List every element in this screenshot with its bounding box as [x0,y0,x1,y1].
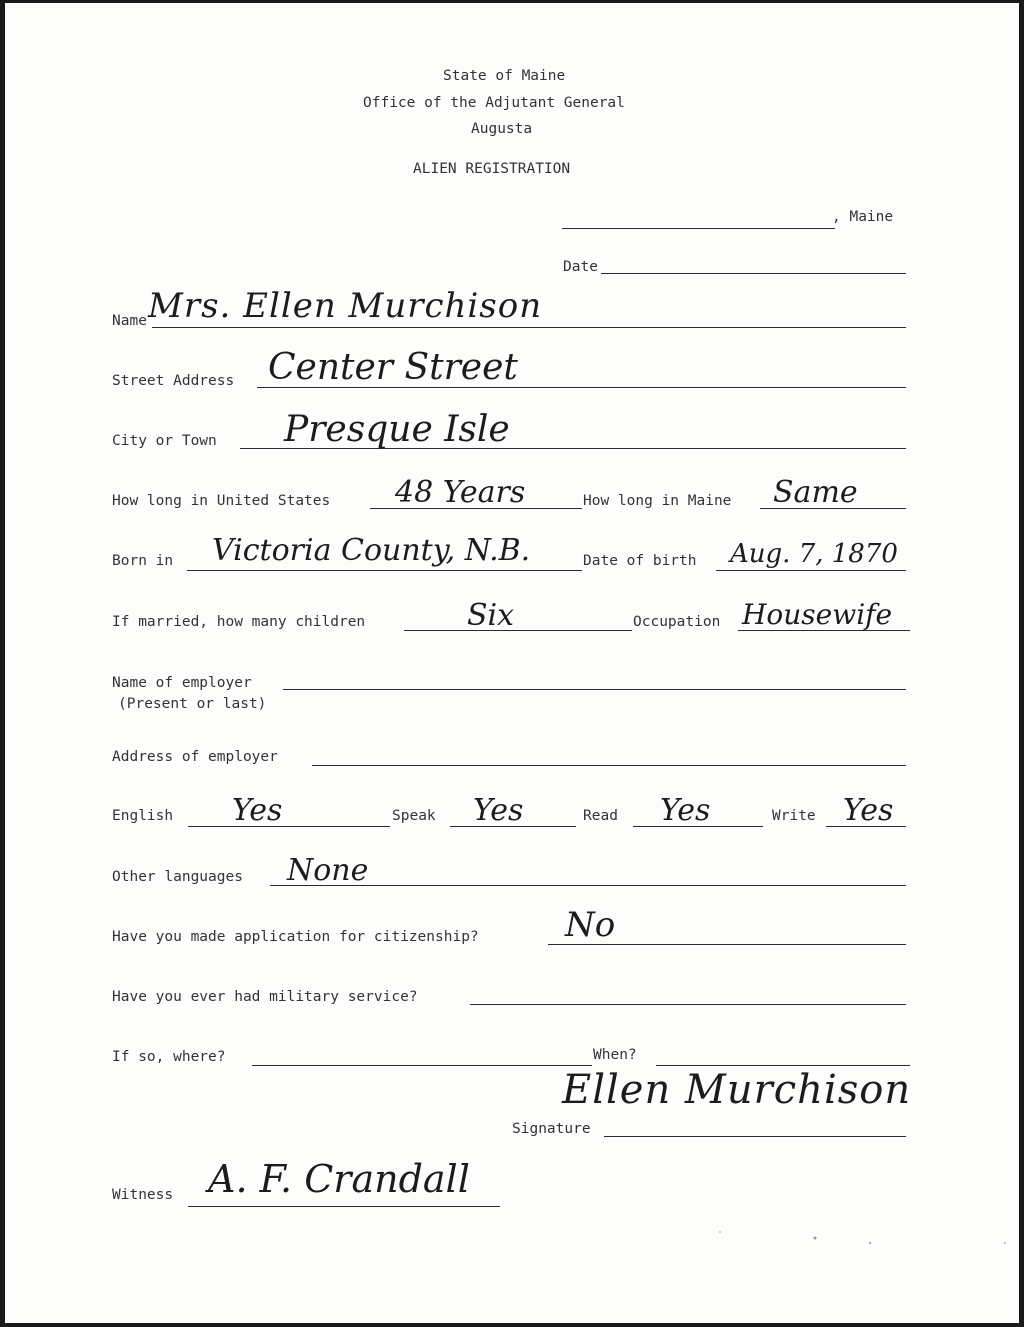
military-label: Have you ever had military service? [112,989,418,1005]
citizenship-value: No [565,905,616,945]
other-languages-value: None [287,853,369,888]
employer-name-label: Name of employer [112,675,252,691]
citizenship-label: Have you made application for citizenship? [112,929,479,945]
header-state: State of Maine [443,68,566,84]
occupation-label: Occupation [633,614,721,630]
how-long-maine-label: How long in Maine [583,493,732,509]
date-label: Date [563,259,598,275]
place-suffix: , Maine [832,209,894,225]
date-of-birth-label: Date of birth [583,553,697,569]
city-label: City or Town [112,433,217,449]
signature-label: Signature [512,1121,591,1137]
born-in-value: Victoria County, N.B. [212,533,531,568]
header-office: Office of the Adjutant General [363,95,625,111]
read-value: Yes [660,793,711,828]
write-label: Write [772,808,816,824]
street-address-label: Street Address [112,373,235,389]
children-value: Six [467,598,515,633]
date-of-birth-value: Aug. 7, 1870 [730,539,898,569]
when-label: When? [593,1047,637,1063]
write-value: Yes [843,793,894,828]
born-in-label: Born in [112,553,174,569]
english-label: English [112,808,174,824]
other-languages-label: Other languages [112,869,243,885]
how-long-us-label: How long in United States [112,493,331,509]
speak-value: Yes [473,793,524,828]
where-label: If so, where? [112,1049,226,1065]
form-title: ALIEN REGISTRATION [413,161,571,177]
signature-value: Ellen Murchison [562,1067,912,1113]
occupation-value: Housewife [742,598,893,631]
witness-value: A. F. Crandall [208,1157,470,1201]
how-long-us-value: 48 Years [395,475,526,510]
name-value: Mrs. Ellen Murchison [148,286,543,326]
read-label: Read [583,808,618,824]
english-value: Yes [232,793,283,828]
children-label: If married, how many children [112,614,366,630]
speak-label: Speak [392,808,436,824]
city-value: Presque Isle [284,409,510,450]
employer-address-label: Address of employer [112,749,278,765]
how-long-maine-value: Same [773,475,858,510]
street-address-value: Center Street [268,347,518,388]
header-city: Augusta [471,121,533,137]
name-label: Name [112,313,147,329]
employer-name-sublabel: (Present or last) [118,696,267,712]
witness-label: Witness [112,1187,174,1203]
